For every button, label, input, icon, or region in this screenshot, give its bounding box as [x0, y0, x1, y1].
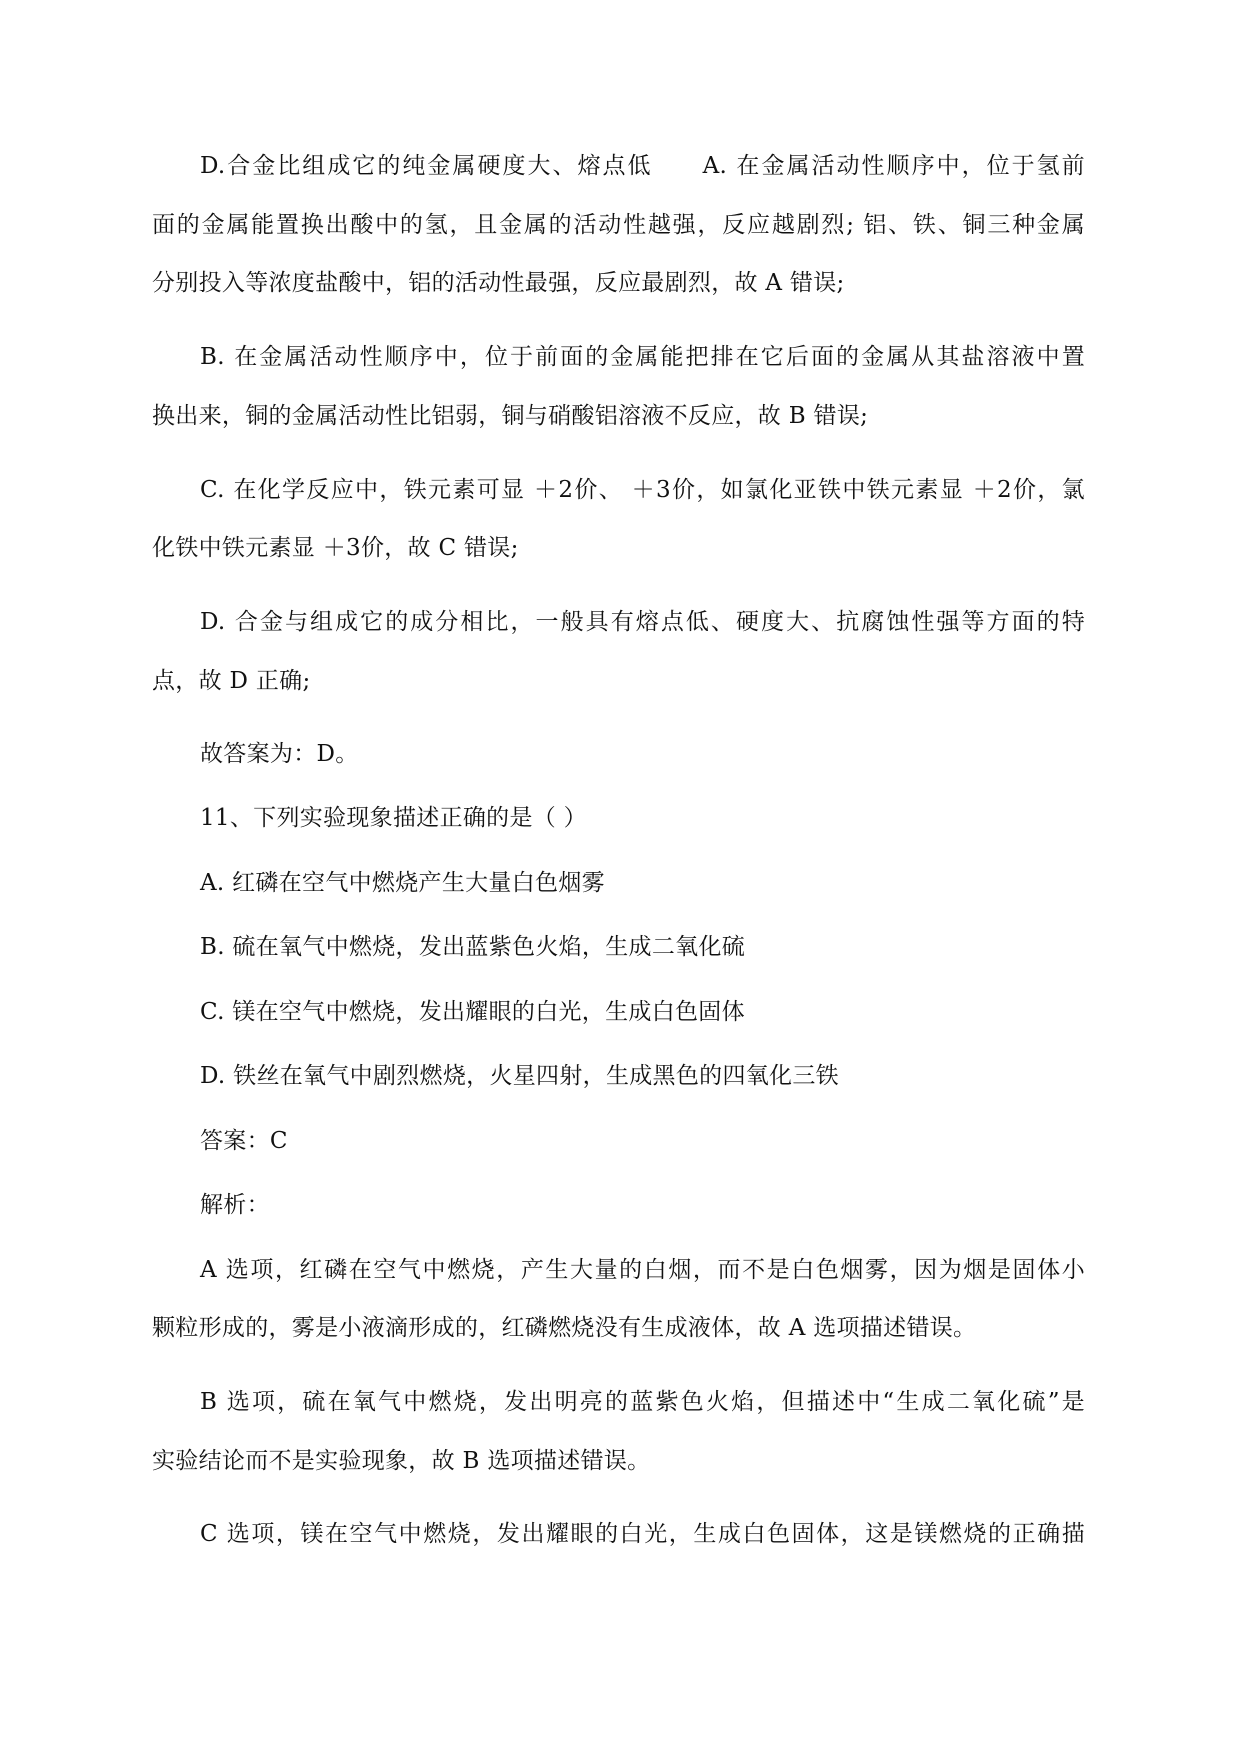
- text-line: [200, 151, 1085, 181]
- text-line: 分别投入等浓度盐酸中，铝的活动性最强，反应最剧烈，故 A 错误;: [152, 270, 845, 296]
- text-line: 点，故 D 正确;: [152, 668, 311, 694]
- text-line: A 选项，红磷在空气中燃烧，产生大量的白烟，而不是白色烟雾，因为烟是固体小: [200, 1257, 1085, 1283]
- question-option: B. 硫在氧气中燃烧，发出蓝紫色火焰，生成二氧化硫: [200, 934, 746, 960]
- text-line: C 选项，镁在空气中燃烧，发出耀眼的白光，生成白色固体，这是镁燃烧的正确描: [200, 1521, 1085, 1547]
- text-segment: D.合金比组成它的纯金属硬度大、熔点低: [200, 153, 653, 179]
- text-segment: A. 在金属活动性顺序中，位于氢前: [702, 153, 1085, 179]
- text-line: 换出来，铜的金属活动性比铝弱，铜与硝酸铝溶液不反应，故 B 错误;: [152, 403, 869, 429]
- text-line: C. 在化学反应中，铁元素可显 ＋2价、 ＋3价，如氯化亚铁中铁元素显 ＋2价，氯: [200, 477, 1085, 503]
- question-stem: 11、下列实验现象描述正确的是（ ）: [200, 805, 587, 831]
- question-option: C. 镁在空气中燃烧，发出耀眼的白光，生成白色固体: [200, 999, 745, 1025]
- question-option: D. 铁丝在氧气中剧烈燃烧，火星四射，生成黑色的四氧化三铁: [200, 1063, 839, 1089]
- analysis-heading: 解析：: [200, 1192, 270, 1218]
- text-line: 实验结论而不是实验现象，故 B 选项描述错误。: [152, 1448, 651, 1474]
- text-line: 颗粒形成的，雾是小液滴形成的，红磷燃烧没有生成液体，故 A 选项描述错误。: [152, 1315, 977, 1341]
- answer-line: 答案：C: [200, 1128, 288, 1154]
- text-line: D. 合金与组成它的成分相比，一般具有熔点低、硬度大、抗腐蚀性强等方面的特: [200, 609, 1085, 635]
- text-line: 故答案为：D。: [200, 741, 359, 767]
- text-line: B. 在金属活动性顺序中，位于前面的金属能把排在它后面的金属从其盐溶液中置: [200, 344, 1085, 370]
- text-line: 面的金属能置换出酸中的氢，且金属的活动性越强，反应越剧烈; 铝、铁、铜三种金属: [152, 212, 1085, 238]
- text-line: B 选项，硫在氧气中燃烧，发出明亮的蓝紫色火焰，但描述中“生成二氧化硫”是: [200, 1389, 1085, 1415]
- text-line: 化铁中铁元素显 ＋3价，故 C 错误;: [152, 535, 519, 561]
- question-option: A. 红磷在空气中燃烧产生大量白色烟雾: [200, 870, 605, 896]
